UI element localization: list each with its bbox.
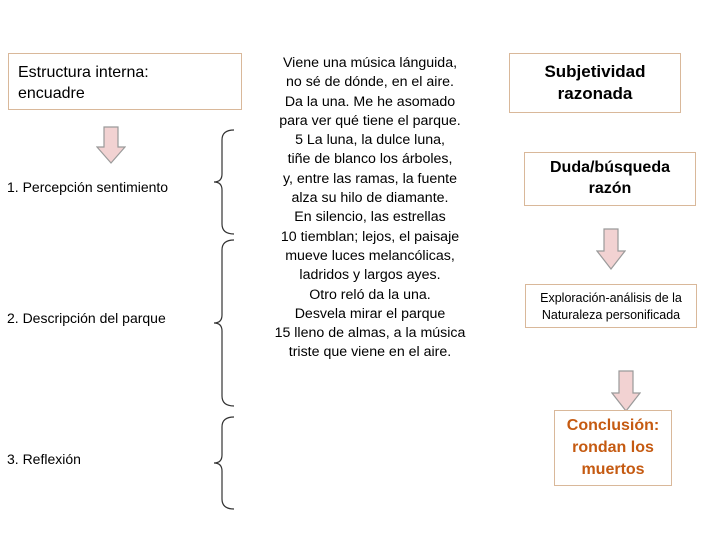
- poem-line: ladridos y largos ayes.: [299, 267, 441, 284]
- poem-line: alza su hilo de diamante.: [291, 190, 449, 207]
- poem-line: triste que viene en el aire.: [288, 344, 452, 361]
- subjectivity-line2: razonada: [557, 84, 633, 103]
- poem-line: y, entre las ramas, la fuente: [282, 170, 457, 187]
- doubt-box: [524, 152, 696, 206]
- brace-step-2: [212, 238, 238, 408]
- poem-line: Da la una. Me he asomado: [284, 93, 456, 110]
- poem-line: mueve luces melancólicas,: [285, 247, 455, 264]
- doubt-line1: Duda/búsqueda: [549, 159, 670, 176]
- doubt-line2: razón: [588, 180, 632, 197]
- brace-step-1: [212, 128, 238, 236]
- step-2-label: 2. Descripción del parque: [7, 310, 166, 326]
- step-1-label: 1. Percepción sentimiento: [7, 179, 169, 195]
- conclusion-line1: Conclusión:: [566, 417, 660, 434]
- poem-text: [255, 54, 485, 363]
- poem-line: Otro reló da la una.: [309, 286, 431, 303]
- poem-line: 5 La luna, la dulce luna,: [295, 132, 445, 149]
- poem-line: no sé de dónde, en el aire.: [285, 74, 454, 91]
- conclusion-box: [554, 410, 672, 486]
- poem-line: para ver qué tiene el parque.: [279, 112, 461, 129]
- poem-line: 15 lleno de almas, a la música: [274, 325, 466, 342]
- structure-title-box: [8, 53, 242, 110]
- poem-line: Viene una música lánguida,: [282, 55, 458, 71]
- down-arrow-icon: [96, 126, 126, 164]
- down-arrow-icon: [596, 228, 626, 270]
- exploration-line1: Exploración-análisis de la: [540, 291, 682, 305]
- exploration-line2: Naturaleza personificada: [541, 308, 681, 322]
- conclusion-line3: muertos: [581, 461, 645, 478]
- conclusion-line2: rondan los: [572, 439, 654, 456]
- poem-line: En silencio, las estrellas: [294, 209, 446, 226]
- down-arrow-icon: [611, 370, 641, 412]
- subjectivity-line1: Subjetividad: [544, 62, 646, 81]
- poem-line: Desvela mirar el parque: [294, 305, 446, 322]
- step-3-label: 3. Reflexión: [7, 451, 81, 467]
- poem-line: tiñe de blanco los árboles,: [287, 151, 453, 168]
- exploration-box: [525, 284, 697, 328]
- structure-title-line1: Estructura interna:: [18, 64, 149, 81]
- structure-title-line2: encuadre: [18, 85, 85, 102]
- brace-step-3: [212, 415, 238, 511]
- poem-line: 10 tiemblan; lejos, el paisaje: [280, 228, 460, 245]
- subjectivity-box: [509, 53, 681, 113]
